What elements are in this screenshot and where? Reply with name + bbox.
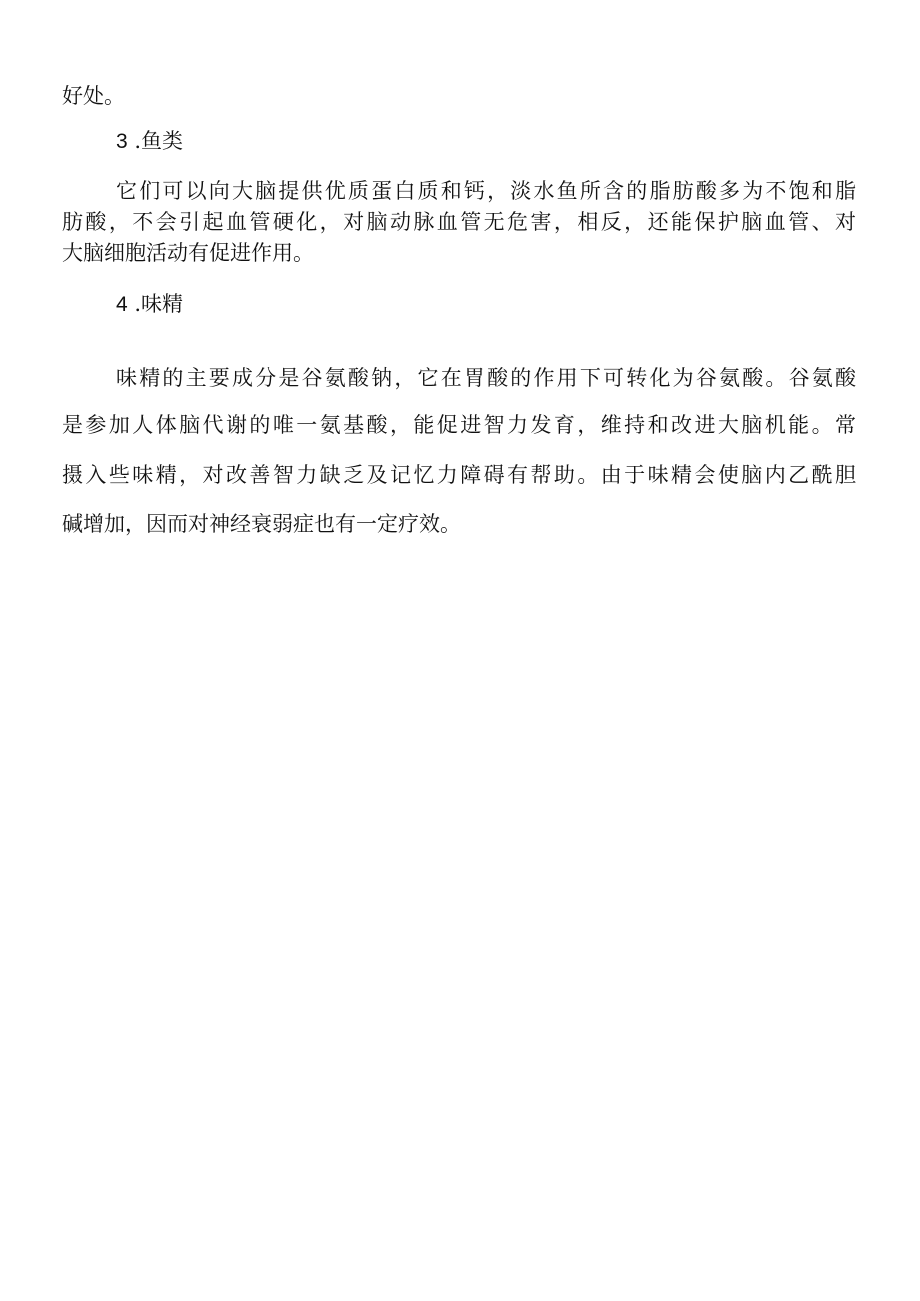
section-3-paragraph-line-2: 肪酸，不会引起血管硬化，对脑动脉血管无危害，相反，还能保护脑血管、对 (62, 210, 856, 234)
section-3-heading (116, 127, 183, 156)
section-4-number: 4 (116, 293, 128, 316)
section-3-title: .鱼类 (134, 129, 184, 153)
section-4-heading (116, 290, 183, 319)
section-3-paragraph-line-1: 它们可以向大脑提供优质蛋白质和钙，淡水鱼所含的脂肪酸多为不饱和脂 (116, 179, 856, 203)
section-3-paragraph-line-3: 大脑细胞活动有促进作用。 (62, 241, 314, 265)
section-4-paragraph-line-2: 是参加人体脑代谢的唯一氨基酸，能促进智力发育，维持和改进大脑机能。常 (62, 413, 856, 437)
section-4-paragraph-line-1: 味精的主要成分是谷氨酸钠，它在胃酸的作用下可转化为谷氨酸。谷氨酸 (116, 366, 856, 390)
section-4-paragraph-line-3: 摄入些味精，对改善智力缺乏及记忆力障碍有帮助。由于味精会使脑内乙酰胆 (62, 463, 856, 487)
intro-tail-text: 好处。 (62, 84, 125, 108)
section-3-number: 3 (116, 130, 128, 153)
section-4-paragraph-line-4: 碱增加，因而对神经衰弱症也有一定疗效。 (62, 512, 461, 536)
section-4-title: .味精 (134, 292, 184, 316)
